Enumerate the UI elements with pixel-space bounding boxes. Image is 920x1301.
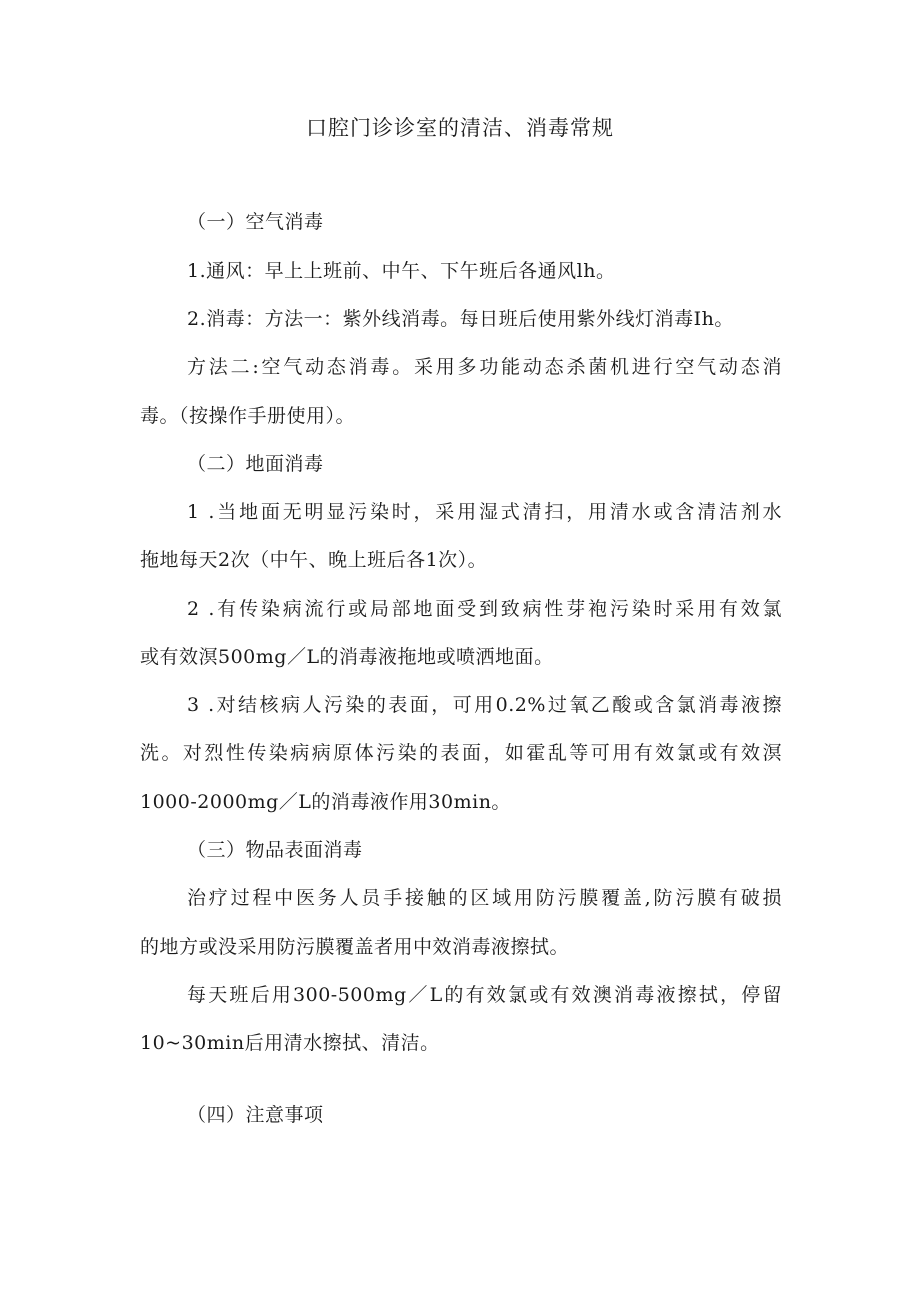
section-heading-air: （一）空气消毒	[187, 211, 324, 233]
section-heading-floor: （二）地面消毒	[187, 453, 324, 475]
floor-item3-line3: 1000-2000mg／L的消毒液作用30min。	[140, 791, 511, 813]
surface-para2-line2: 10~30min后用清水擦拭、清洁。	[140, 1032, 440, 1054]
page-title: 口腔门诊诊室的清洁、消毒常规	[306, 116, 614, 140]
surface-para1-line2: 的地方或没采用防污膜覆盖者用中效消毒液擦拭。	[140, 936, 570, 958]
surface-para1-line1: 治疗过程中医务人员手接触的区域用防污膜覆盖,防污膜有破损	[187, 887, 782, 909]
floor-item1-line1: 1 .当地面无明显污染时，采用湿式清扫，用清水或含清洁剂水	[187, 501, 782, 523]
floor-item1-line2: 拖地每天2次（中午、晚上班后各1次）。	[140, 549, 488, 571]
floor-item3-line2: 洗。对烈性传染病病原体污染的表面，如霍乱等可用有效氯或有效溟	[140, 742, 782, 764]
floor-item2-line2: 或有效溟500mg／L的消毒液拖地或喷洒地面。	[140, 646, 554, 668]
floor-item2-line1: 2 .有传染病流行或局部地面受到致病性芽袍污染时采用有效氯	[187, 598, 782, 620]
air-method2-line2: 毒。（按操作手册使用）。	[140, 405, 356, 427]
air-method2-line1: 方法二:空气动态消毒。采用多功能动态杀菌机进行空气动态消	[187, 356, 782, 378]
air-item-ventilation: 1.通风：早上上班前、中午、下午班后各通风lh。	[187, 260, 616, 282]
air-item-disinfection: 2.消毒：方法一：紫外线消毒。每日班后使用紫外线灯消毒Ih。	[187, 308, 734, 330]
floor-item3-line1: 3 .对结核病人污染的表面，可用0.2%过氧乙酸或含氯消毒液擦	[187, 694, 782, 716]
section-heading-surface: （三）物品表面消毒	[187, 839, 363, 861]
surface-para2-line1: 每天班后用300-500mg／L的有效氯或有效澳消毒液擦拭，停留	[187, 984, 782, 1006]
section-heading-notes: （四）注意事项	[187, 1104, 324, 1126]
